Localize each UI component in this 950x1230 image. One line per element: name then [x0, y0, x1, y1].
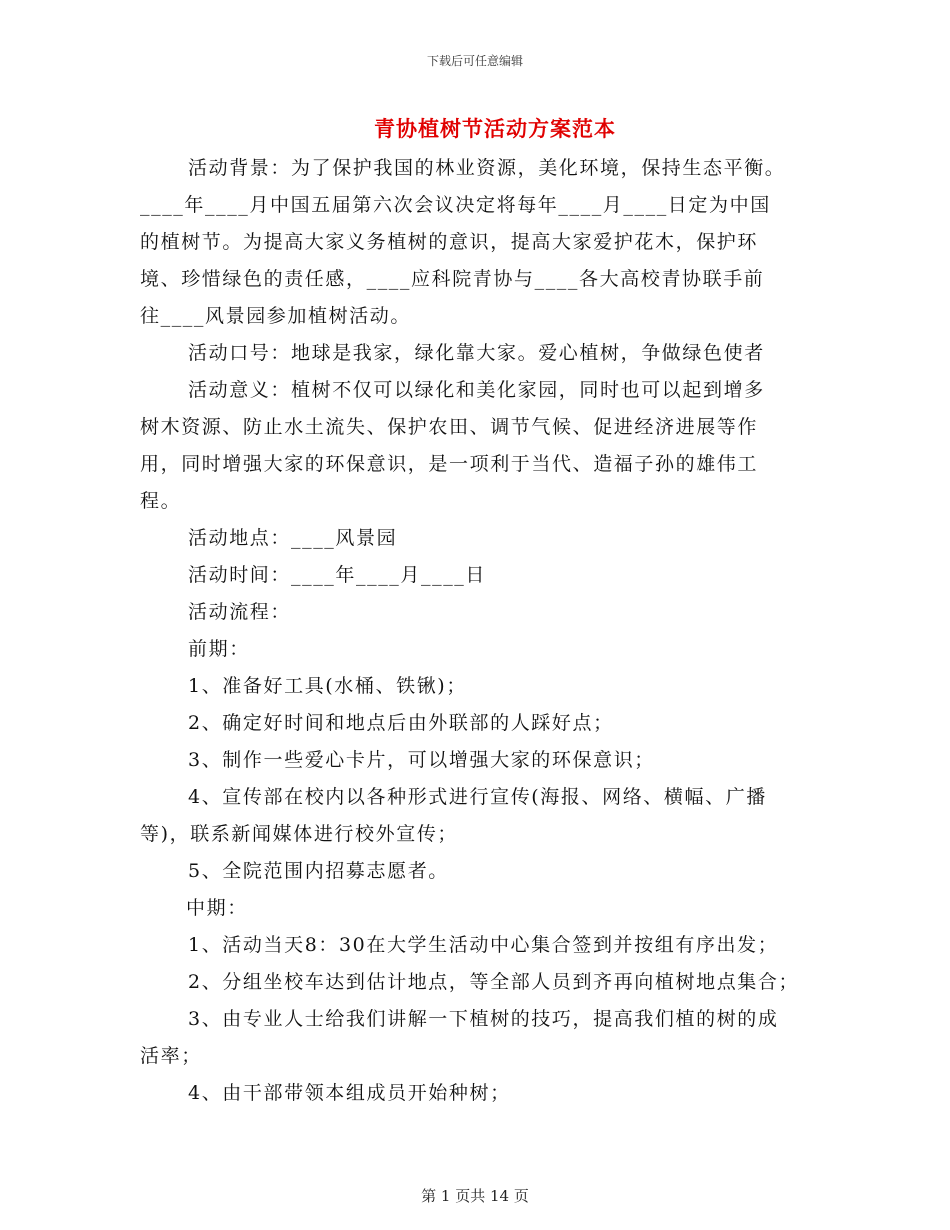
paragraph-line: 活率；: [140, 1045, 202, 1067]
list-item: 4、由干部带领本组成员开始种树；: [188, 1082, 511, 1104]
list-item: 1、准备好工具(水桶、铁锹)；: [188, 675, 467, 697]
page-footer: 第 1 页共 14 页: [421, 1187, 529, 1205]
list-item: 1、活动当天8：30在大学生活动中心集合签到并按组有序出发；: [188, 934, 779, 956]
list-item: 2、确定好时间和地点后由外联部的人踩好点；: [188, 712, 614, 734]
paragraph-line: 活动时间：____年____月____日: [188, 564, 487, 586]
paragraph-line: 的植树节。为提高大家义务植树的意识，提高大家爱护花木，保护环: [140, 231, 759, 253]
document-title: 青协植树节活动方案范本: [374, 116, 616, 141]
document-body: [140, 150, 820, 1112]
paragraph-line: 等)，联系新闻媒体进行校外宣传；: [140, 823, 459, 845]
paragraph-line: 中期：: [186, 897, 248, 919]
paragraph-line: 程。: [140, 490, 182, 512]
paragraph-line: 活动意义：植树不仅可以绿化和美化家园，同时也可以起到增多: [188, 379, 765, 401]
paragraph-line: 用，同时增强大家的环保意识，是一项利于当代、造福子孙的雄伟工: [140, 453, 759, 475]
paragraph-line: 活动背景：为了保护我国的林业资源，美化环境，保持生态平衡。: [188, 157, 786, 179]
paragraph-line: 往____风景园参加植树活动。: [140, 305, 412, 327]
paragraph-line: 树木资源、防止水土流失、保护农田、调节气候、促进经济进展等作: [140, 416, 759, 438]
list-item: 2、分组坐校车达到估计地点，等全部人员到齐再向植树地点集合；: [188, 971, 800, 993]
paragraph-line: 前期：: [188, 638, 250, 660]
paragraph-line: 活动地点：____风景园: [188, 527, 398, 549]
paragraph-line: 活动流程：: [188, 601, 292, 623]
list-item: 4、宣传部在校内以各种形式进行宣传(海报、网络、横幅、广播: [188, 786, 767, 808]
list-item: 3、由专业人士给我们讲解一下植树的技巧，提高我们植的树的成: [188, 1008, 779, 1030]
paragraph-line: 境、珍惜绿色的责任感，____应科院青协与____各大高校青协联手前: [140, 268, 765, 290]
paragraph-line: ____年____月中国五届第六次会议决定将每年____月____日定为中国: [140, 194, 771, 216]
list-item: 5、全院范围内招募志愿者。: [188, 860, 449, 882]
header-note: 下载后可任意编辑: [426, 54, 523, 68]
list-item: 3、制作一些爱心卡片，可以增强大家的环保意识；: [188, 749, 655, 771]
paragraph-line: 活动口号：地球是我家，绿化靠大家。爱心植树，争做绿色使者: [188, 342, 765, 364]
